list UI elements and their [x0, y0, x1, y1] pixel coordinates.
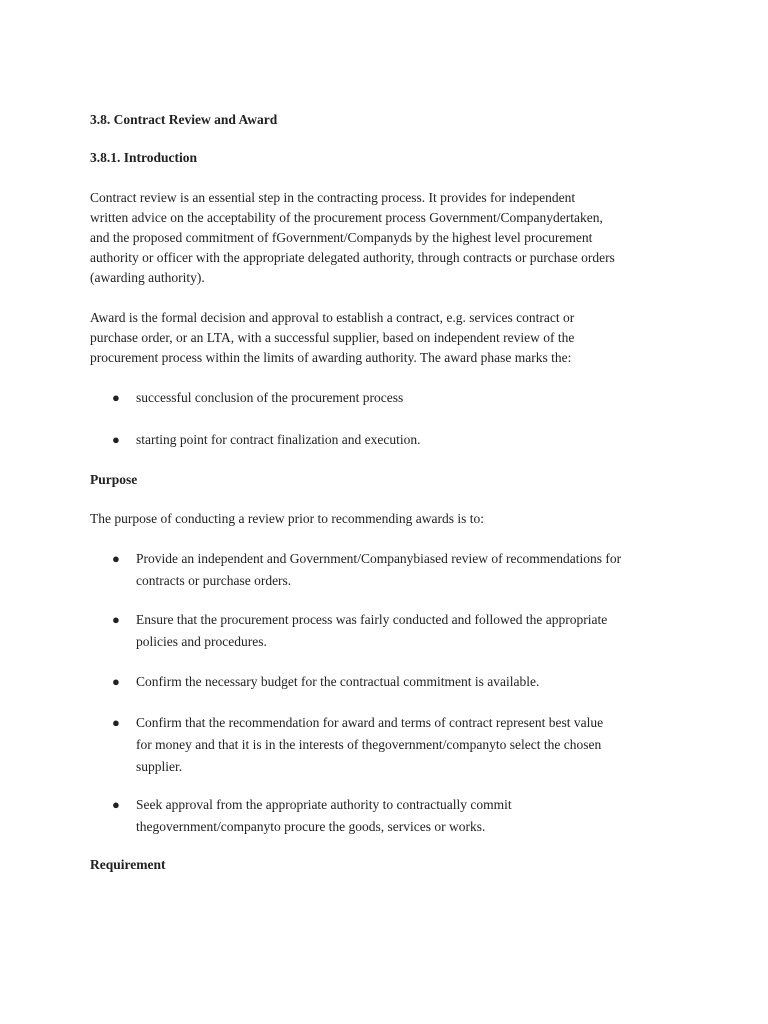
intro-line: (awarding authority). [90, 270, 205, 285]
requirement-heading: Requirement [90, 857, 166, 872]
list-item-line: Confirm that the recommendation for award and terms of contract represent best value [136, 715, 604, 730]
list-item-text [136, 794, 676, 838]
list-item-line: Seek approval from the appropriate authority to contractually commit [136, 797, 512, 812]
list-item-line: thegovernment/companyto procure the goods, services or works. [136, 819, 486, 834]
award-line: Award is the formal decision and approval to establish a contract, e.g. services contract or [90, 310, 575, 325]
list-item-text [136, 712, 676, 778]
intro-line: authority or officer with the appropriate delegated authority, through contracts or purchase orders [90, 250, 615, 265]
purpose-heading: Purpose [90, 472, 138, 487]
list-item-line: for money and that it is in the interests of thegovernment/companyto select the chosen [136, 737, 602, 752]
bullet-icon: ● [112, 715, 120, 730]
list-item-line: contracts or purchase orders. [136, 573, 292, 588]
intro-line: and the proposed commitment of fGovernment/Companyds by the highest level procurement [90, 230, 593, 245]
award-line: procurement process within the limits of awarding authority. The award phase marks the: [90, 350, 572, 365]
list-item-line: Confirm the necessary budget for the contractual commitment is available. [136, 674, 540, 689]
list-item-text [136, 548, 676, 592]
list-item-text: starting point for contract finalization and execution. [136, 432, 421, 447]
award-paragraph [90, 308, 690, 368]
list-item-text [136, 671, 676, 693]
list-item-text [136, 609, 676, 653]
intro-paragraph [90, 188, 690, 288]
bullet-icon: ● [112, 432, 120, 447]
bullet-icon: ● [112, 674, 120, 689]
list-item-line: policies and procedures. [136, 634, 267, 649]
list-item-line: Provide an independent and Government/Companybiased review of recommendations for [136, 551, 622, 566]
intro-line: Contract review is an essential step in the contracting process. It provides for independent [90, 190, 576, 205]
bullet-icon: ● [112, 551, 120, 566]
bullet-icon: ● [112, 797, 120, 812]
list-item-text: successful conclusion of the procurement process [136, 390, 404, 405]
list-item-line: supplier. [136, 759, 183, 774]
award-line: purchase order, or an LTA, with a successful supplier, based on independent review of the [90, 330, 575, 345]
bullet-icon: ● [112, 390, 120, 405]
intro-line: written advice on the acceptability of the procurement process Government/Companydertaken, [90, 210, 603, 225]
list-item-line: Ensure that the procurement process was fairly conducted and followed the appropriate [136, 612, 608, 627]
section-title: 3.8. Contract Review and Award [90, 112, 278, 127]
bullet-icon: ● [112, 612, 120, 627]
subsection-title: 3.8.1. Introduction [90, 150, 198, 165]
purpose-intro: The purpose of conducting a review prior to recommending awards is to: [90, 511, 485, 526]
